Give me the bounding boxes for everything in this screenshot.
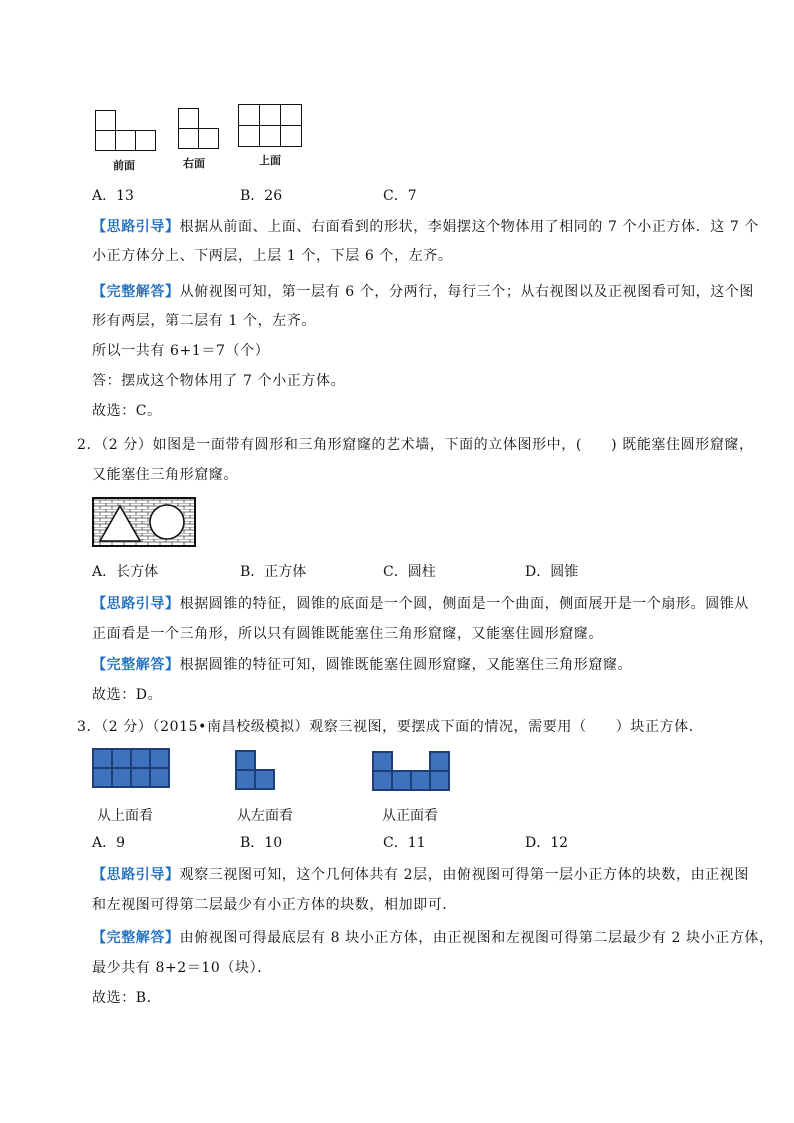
answer-tag: 【完整解答】	[92, 930, 180, 946]
right-view-cell	[178, 108, 199, 129]
q2-hint-line: 【思路引导】根据圆锥的特征，圆锥的底面是一个圆，侧面是一个曲面，侧面展开是一个扇形。圆锥从	[92, 596, 750, 612]
q2-stem-line: 2．（2 分）如图是一面带有圆形和三角形窟窿的艺术墙，下面的立体图形中，( ) 既能塞住圆形窟窿，	[77, 437, 754, 453]
q1-answer-line: 所以一共有 6+1＝7（个）	[92, 343, 270, 359]
q1-option-b[interactable]: B．26	[240, 188, 283, 204]
q1-answer-line: 【完整解答】从俯视图可知，第一层有 6 个，分两行，每行三个；从右视图以及正视图看可知，这个图	[92, 284, 755, 300]
top-view-cube	[111, 748, 132, 769]
top-view-cell	[259, 125, 281, 147]
top-view-caption: 从上面看	[97, 808, 153, 824]
top-view-cube	[92, 767, 113, 788]
q3-answer-line: 【完整解答】由俯视图可得最底层有 8 块小正方体，由正视图和左视图可得第二层最少有 2 块小正方体，	[92, 930, 774, 946]
top-view-cell	[238, 125, 260, 147]
front-view-cell	[95, 130, 116, 151]
q1-answer-line: 故选：C。	[92, 403, 162, 419]
left-view-cube	[235, 750, 256, 771]
q3-option-c[interactable]: C．11	[383, 835, 426, 851]
left-view-caption: 从左面看	[237, 808, 293, 824]
front-view-cube	[429, 770, 450, 791]
q2-answer-line: 故选：D。	[92, 687, 163, 703]
brick-wall-figure	[92, 497, 196, 547]
q1-hint-line: 【思路引导】根据从前面、上面、右面看到的形状，李娟摆这个物体用了相同的 7 个小正方体．这 7 个	[92, 219, 760, 235]
top-view-cube	[149, 767, 170, 788]
hint-tag: 【思路引导】	[92, 596, 180, 612]
top-view-cell	[238, 104, 260, 126]
q2-stem-line: 又能塞住三角形窟窿。	[92, 467, 238, 483]
left-view-cube	[254, 769, 275, 790]
front-view-cell	[135, 130, 156, 151]
q3-option-d[interactable]: D．12	[525, 835, 569, 851]
top-view-cube	[111, 767, 132, 788]
q3-hint-line: 【思路引导】观察三视图可知，这个几何体共有 2层，由俯视图可得第一层小正方体的块数，由正视图	[92, 867, 749, 883]
top-view-cube	[92, 748, 113, 769]
top-view-cell	[280, 104, 302, 126]
q2-option-a[interactable]: A．长方体	[92, 564, 159, 580]
answer-tag: 【完整解答】	[92, 284, 180, 300]
top-view-cell	[259, 104, 281, 126]
q2-option-b[interactable]: B．正方体	[240, 564, 307, 580]
q3-stem: 3．（2 分）（2015•南昌校级模拟）观察三视图，要摆成下面的情况，需要用（ ）块正方体．	[77, 719, 704, 735]
right-view-label: 右面	[183, 157, 205, 170]
q3-hint-line: 和左视图可得第二层最少有小正方体的块数，相加即可．	[92, 897, 457, 913]
q3-option-b[interactable]: B．10	[240, 835, 283, 851]
front-view-cell	[95, 110, 116, 131]
q2-answer-line: 【完整解答】根据圆锥的特征可知，圆锥既能塞住圆形窟窿，又能塞住三角形窟窿。	[92, 657, 633, 673]
hint-tag: 【思路引导】	[92, 219, 180, 235]
q2-hint-line: 正面看是一个三角形，所以只有圆锥既能塞住三角形窟窿，又能塞住圆形窟窿。	[92, 626, 603, 642]
answer-tag: 【完整解答】	[92, 657, 180, 673]
hint-tag: 【思路引导】	[92, 867, 180, 883]
top-view-cube	[130, 767, 151, 788]
q1-hint-line: 小正方体分上、下两层，上层 1 个，下层 6 个，左齐。	[92, 248, 453, 264]
front-view-cell	[115, 130, 136, 151]
front-view-cube	[429, 751, 450, 772]
q3-answer-line: 故选：B．	[92, 990, 162, 1006]
top-view-cell	[280, 125, 302, 147]
q1-option-c[interactable]: C．7	[383, 188, 417, 204]
right-view-cell	[178, 128, 199, 149]
front-view-label: 前面	[113, 159, 135, 172]
q1-answer-line: 形有两层，第二层有 1 个，左齐。	[92, 313, 317, 329]
q3-option-a[interactable]: A．9	[92, 835, 126, 851]
right-view-cell	[198, 128, 219, 149]
q2-option-c[interactable]: C．圆柱	[383, 564, 436, 580]
left-view-cube	[235, 769, 256, 790]
q2-option-d[interactable]: D．圆锥	[525, 564, 579, 580]
q3-answer-line: 最少共有 8+2＝10（块）．	[92, 960, 272, 976]
front-view-caption: 从正面看	[382, 808, 438, 824]
front-view-cube	[391, 770, 412, 791]
top-view-cube	[149, 748, 170, 769]
top-view-cube	[130, 748, 151, 769]
front-view-cube	[372, 751, 393, 772]
circle-hole	[150, 505, 184, 539]
top-view-label: 上面	[259, 154, 281, 167]
q1-option-a[interactable]: A．13	[92, 188, 134, 204]
q1-answer-line: 答：摆成这个物体用了 7 个小正方体。	[92, 373, 346, 389]
front-view-cube	[410, 770, 431, 791]
front-view-cube	[372, 770, 393, 791]
